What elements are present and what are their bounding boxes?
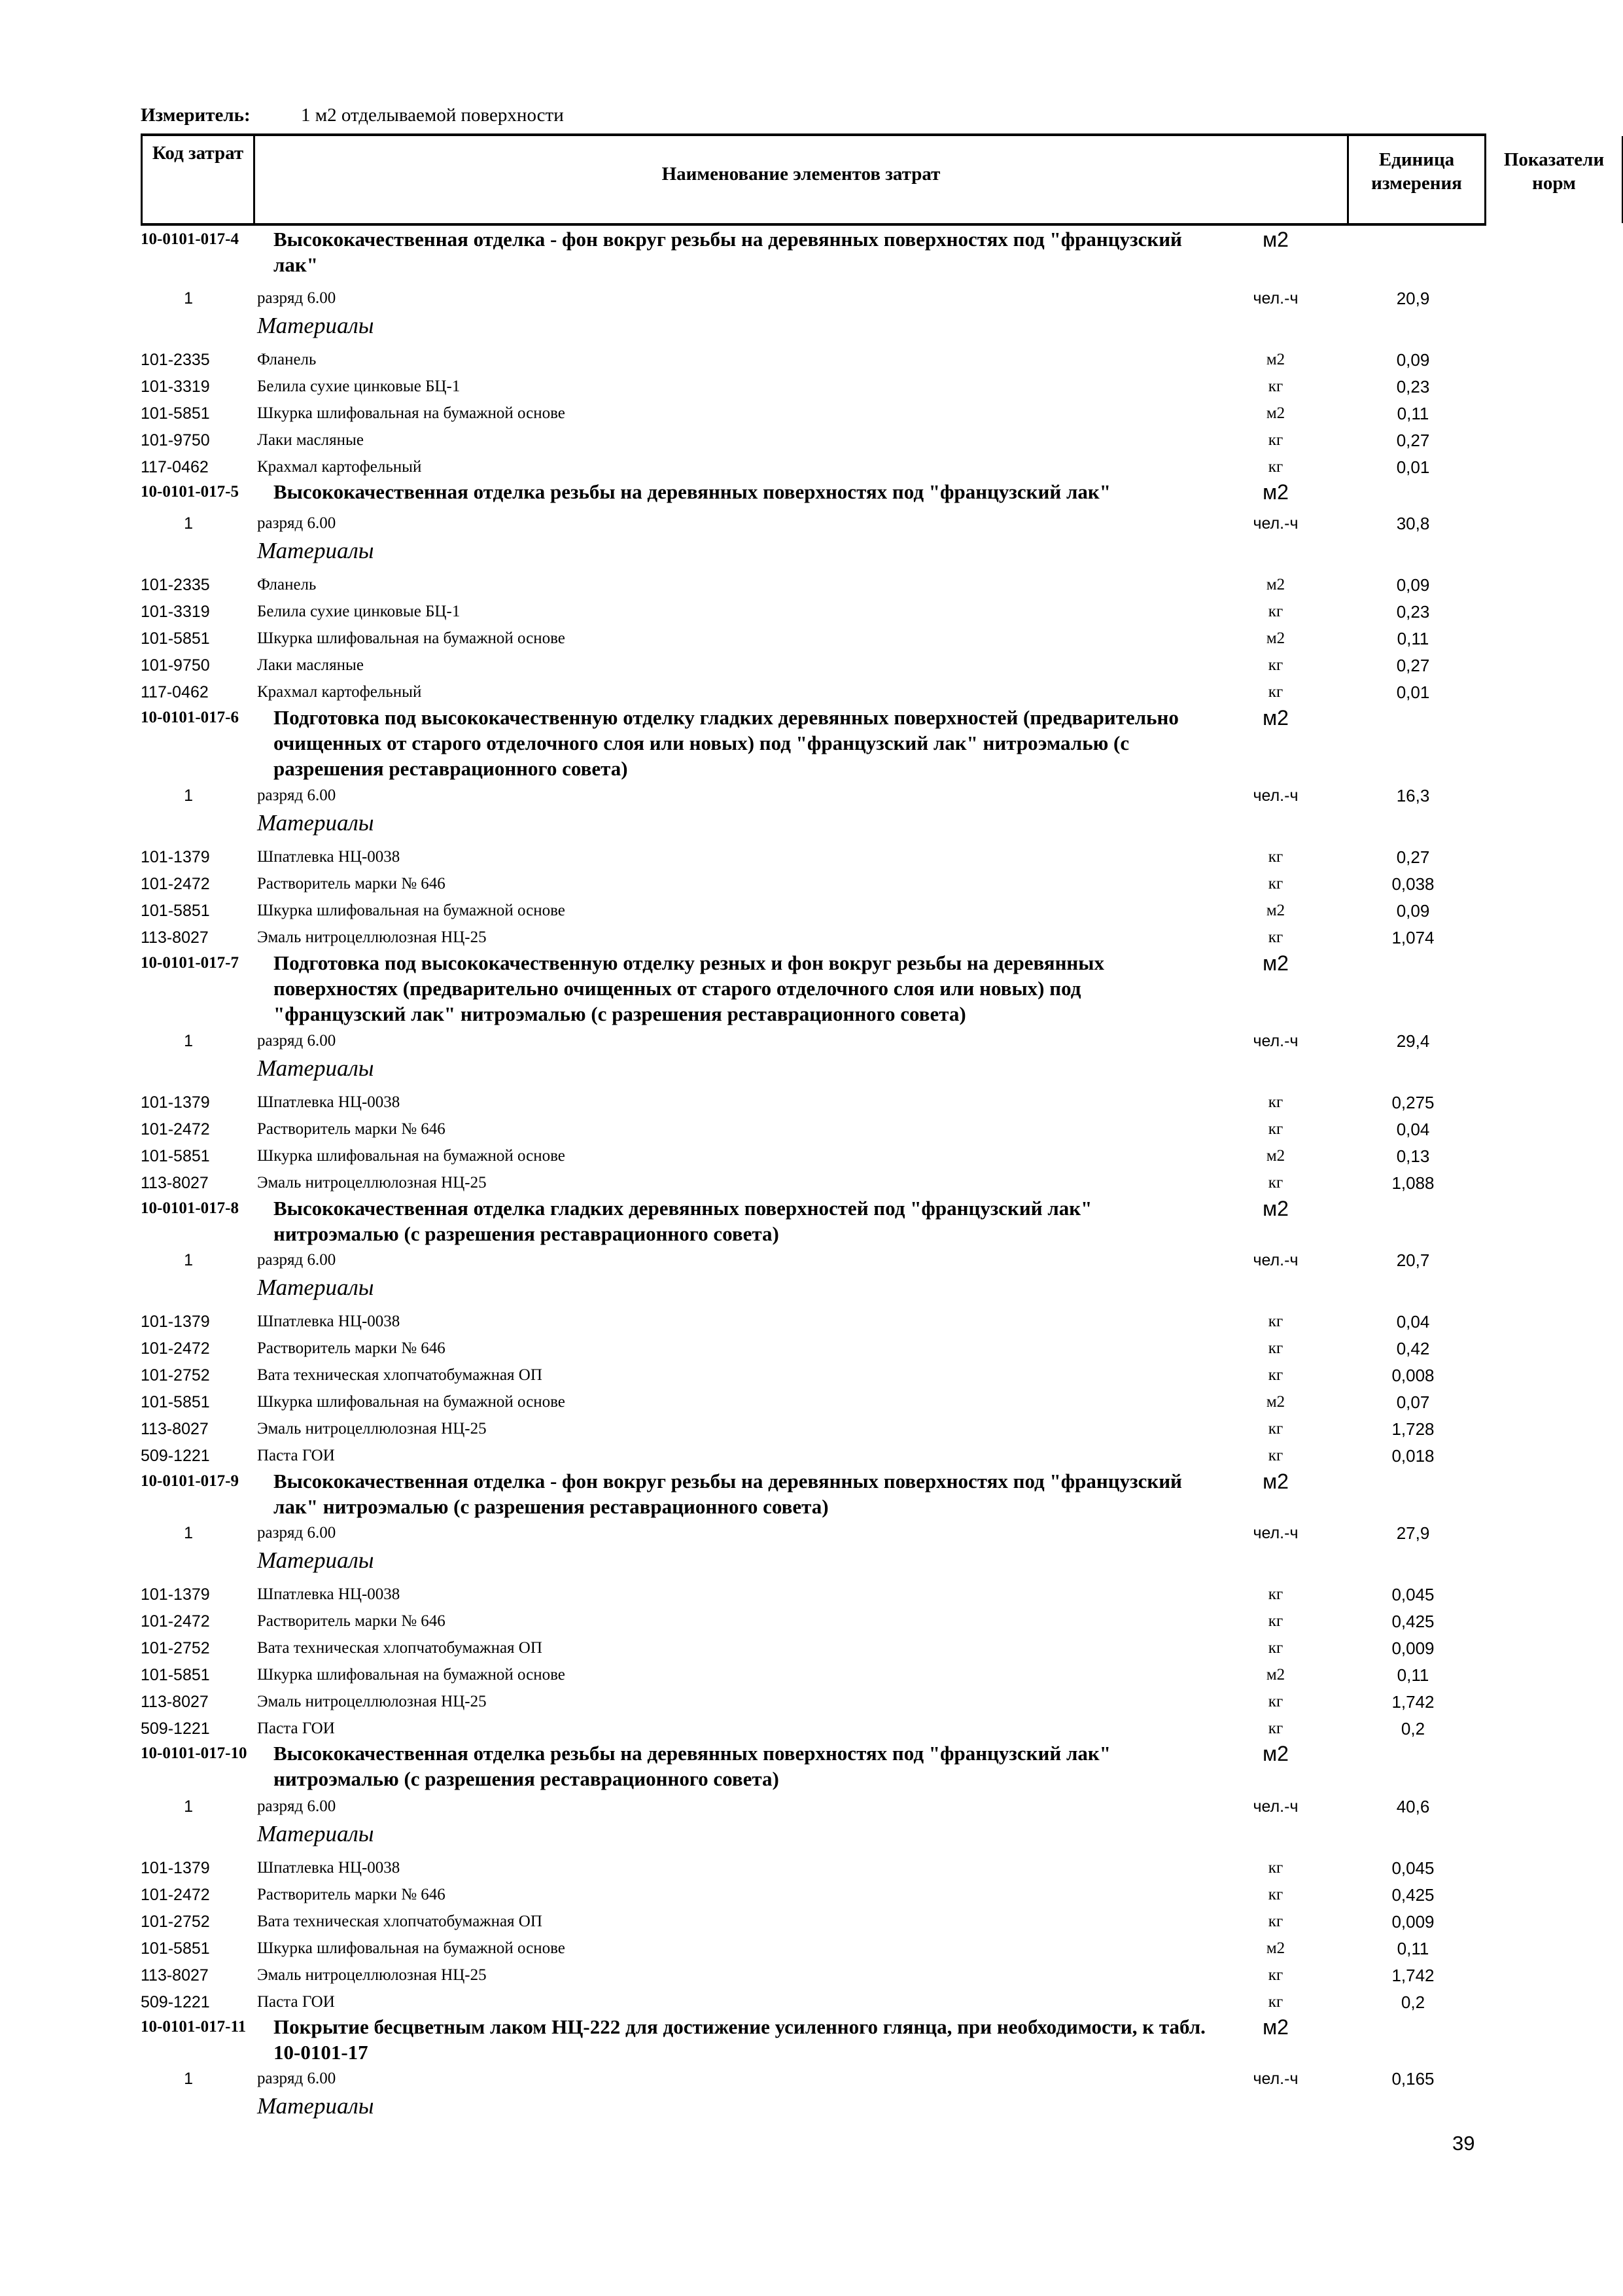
material-name: Лаки масляные (257, 431, 364, 449)
material-unit: кг (1268, 1366, 1283, 1384)
material-code: 101-3319 (141, 378, 210, 396)
material-unit: кг (1268, 431, 1283, 449)
header-code: Код затрат (141, 136, 255, 223)
header-name: Наименование элементов затрат (255, 136, 1349, 223)
material-code: 101-2752 (141, 1366, 210, 1385)
header-norm-line2: норм (1532, 173, 1576, 194)
labor-number: 1 (184, 1032, 193, 1050)
materials-heading: Материалы (257, 2093, 374, 2119)
material-value: 0,018 (1391, 1446, 1435, 1466)
material-unit: кг (1268, 1720, 1283, 1737)
labor-value: 27,9 (1396, 1523, 1430, 1543)
material-value: 0,04 (1396, 1120, 1430, 1139)
material-code: 509-1221 (141, 1447, 210, 1465)
labor-name: разряд 6.00 (257, 786, 336, 804)
material-unit: м2 (1266, 902, 1285, 919)
labor-unit: чел.-ч (1253, 514, 1299, 533)
resource-code: 10-0101-017-9 (141, 1472, 239, 1490)
resource-code: 10-0101-017-10 (141, 1744, 247, 1762)
material-unit: кг (1268, 656, 1283, 674)
material-name: Шпатлевка НЦ-0038 (257, 1859, 400, 1877)
material-name: Вата техническая хлопчатобумажная ОП (257, 1366, 542, 1384)
materials-heading: Материалы (257, 1547, 374, 1573)
labor-name: разряд 6.00 (257, 1797, 336, 1815)
labor-number: 1 (184, 1797, 193, 1816)
material-unit: м2 (1266, 404, 1285, 422)
material-code: 101-2335 (141, 576, 210, 594)
material-value: 0,01 (1396, 682, 1430, 702)
material-value: 1,742 (1391, 1692, 1435, 1712)
labor-unit: чел.-ч (1253, 1032, 1299, 1050)
resource-unit: м2 (1263, 480, 1289, 504)
labor-value: 30,8 (1396, 514, 1430, 533)
header-norm-line1: Показатели (1503, 149, 1605, 170)
material-value: 0,11 (1397, 404, 1429, 423)
resource-unit: м2 (1263, 1197, 1289, 1220)
labor-value: 20,7 (1396, 1250, 1430, 1270)
material-unit: кг (1268, 848, 1283, 866)
material-value: 0,13 (1396, 1146, 1430, 1166)
material-name: Вата техническая хлопчатобумажная ОП (257, 1639, 542, 1657)
material-unit: м2 (1266, 1666, 1285, 1684)
material-value: 1,088 (1391, 1173, 1435, 1193)
material-name: Крахмал картофельный (257, 458, 422, 476)
material-name: Крахмал картофельный (257, 683, 422, 701)
material-value: 0,2 (1401, 1992, 1425, 2012)
material-unit: кг (1268, 603, 1283, 620)
resource-code: 10-0101-017-4 (141, 230, 239, 248)
header-unit-line1: Единица (1378, 149, 1455, 170)
material-name: Шкурка шлифовальная на бумажной основе (257, 1939, 565, 1957)
material-name: Растворитель марки № 646 (257, 1886, 445, 1903)
materials-heading: Материалы (257, 1821, 374, 1846)
labor-name: разряд 6.00 (257, 514, 336, 532)
resource-title: Покрытие бесцветным лаком НЦ-222 для достижение усиленного глянца, при необходимости, к табл. 10-0101-17 (273, 2015, 1206, 2064)
material-code: 509-1221 (141, 1720, 210, 1738)
header-norm (1486, 136, 1623, 223)
material-code: 101-1379 (141, 1313, 210, 1331)
materials-heading: Материалы (257, 810, 374, 836)
material-code: 101-2752 (141, 1913, 210, 1931)
material-name: Шкурка шлифовальная на бумажной основе (257, 404, 565, 422)
material-name: Шкурка шлифовальная на бумажной основе (257, 902, 565, 919)
material-code: 101-2472 (141, 1886, 210, 1904)
material-name: Лаки масляные (257, 656, 364, 674)
resource-unit: м2 (1263, 706, 1289, 730)
material-code: 101-5851 (141, 1147, 210, 1165)
material-name: Паста ГОИ (257, 1720, 335, 1737)
labor-unit: чел.-ч (1253, 1251, 1299, 1269)
material-value: 0,01 (1396, 457, 1430, 477)
material-code: 113-8027 (141, 1174, 209, 1192)
labor-value: 40,6 (1396, 1797, 1430, 1816)
material-unit: кг (1268, 458, 1283, 476)
labor-unit: чел.-ч (1253, 786, 1299, 805)
material-name: Паста ГОИ (257, 1447, 335, 1464)
material-unit: кг (1268, 1585, 1283, 1603)
labor-value: 16,3 (1396, 786, 1430, 805)
labor-number: 1 (184, 514, 193, 533)
material-name: Фланель (257, 576, 317, 593)
material-value: 0,27 (1396, 847, 1430, 867)
material-name: Растворитель марки № 646 (257, 875, 445, 892)
material-code: 113-8027 (141, 1420, 209, 1438)
material-unit: кг (1268, 1913, 1283, 1930)
material-unit: кг (1268, 683, 1283, 701)
resource-unit: м2 (1263, 228, 1289, 251)
material-value: 0,23 (1396, 602, 1430, 622)
material-name: Вата техническая хлопчатобумажная ОП (257, 1913, 542, 1930)
material-value: 0,27 (1396, 656, 1430, 675)
material-name: Фланель (257, 351, 317, 368)
material-code: 101-1379 (141, 1859, 210, 1877)
labor-number: 1 (184, 1251, 193, 1269)
material-code: 117-0462 (141, 458, 209, 476)
material-value: 1,728 (1391, 1419, 1435, 1439)
material-name: Растворитель марки № 646 (257, 1339, 445, 1357)
material-name: Шкурка шлифовальная на бумажной основе (257, 629, 565, 647)
material-code: 101-2472 (141, 1120, 210, 1139)
measure-text: 1 м2 отделываемой поверхности (301, 105, 564, 126)
material-unit: кг (1268, 1859, 1283, 1877)
material-unit: кг (1268, 378, 1283, 395)
material-unit: кг (1268, 875, 1283, 892)
material-code: 113-8027 (141, 1966, 209, 1985)
material-value: 0,009 (1391, 1912, 1435, 1932)
material-unit: кг (1268, 1093, 1283, 1111)
material-code: 101-5851 (141, 404, 210, 423)
resource-code: 10-0101-017-8 (141, 1199, 239, 1217)
material-code: 101-5851 (141, 1666, 210, 1684)
labor-number: 1 (184, 786, 193, 805)
material-code: 101-1379 (141, 1093, 210, 1112)
labor-unit: чел.-ч (1253, 1524, 1299, 1542)
resource-title: Подготовка под высококачественную отделку резных и фон вокруг резьбы на деревянных поверхностях (предварительно очищенных от старого отделочного слоя или новых) под "французский лак" нитроэмалью (с разрешения реставрационного совета) (273, 951, 1105, 1025)
material-name: Эмаль нитроцеллюлозная НЦ-25 (257, 1420, 487, 1438)
labor-number: 1 (184, 1524, 193, 1542)
resource-code: 10-0101-017-5 (141, 483, 239, 501)
material-name: Паста ГОИ (257, 1993, 335, 2011)
material-code: 101-2472 (141, 1339, 210, 1358)
material-value: 0,009 (1391, 1638, 1435, 1658)
material-unit: м2 (1266, 1393, 1285, 1411)
material-name: Шкурка шлифовальная на бумажной основе (257, 1666, 565, 1684)
resource-unit: м2 (1263, 1742, 1289, 1765)
material-code: 101-9750 (141, 431, 210, 450)
material-name: Эмаль нитроцеллюлозная НЦ-25 (257, 1693, 487, 1710)
material-unit: м2 (1266, 351, 1285, 368)
material-name: Белила сухие цинковые БЦ-1 (257, 603, 461, 620)
material-unit: кг (1268, 1120, 1283, 1138)
page-number: 39 (1452, 2132, 1475, 2155)
material-code: 101-1379 (141, 1585, 210, 1604)
material-code: 101-5851 (141, 1939, 210, 1958)
labor-number: 1 (184, 289, 193, 308)
materials-heading: Материалы (257, 1275, 374, 1300)
resource-title: Высококачественная отделка резьбы на деревянных поверхностях под "французский лак" (273, 480, 1111, 503)
materials-heading: Материалы (257, 1055, 374, 1081)
material-value: 0,07 (1396, 1392, 1430, 1412)
material-code: 113-8027 (141, 928, 209, 947)
material-value: 0,425 (1391, 1612, 1435, 1631)
resource-title: Высококачественная отделка резьбы на деревянных поверхностях под "французский лак" нитроэмалью (с разрешения реставрационного совета) (273, 1742, 1111, 1790)
material-unit: м2 (1266, 576, 1285, 593)
material-code: 101-5851 (141, 1393, 210, 1411)
material-code: 101-2472 (141, 1612, 210, 1631)
resource-code: 10-0101-017-7 (141, 954, 239, 972)
labor-name: разряд 6.00 (257, 2070, 336, 2087)
material-unit: кг (1268, 1693, 1283, 1710)
labor-value: 20,9 (1396, 289, 1430, 308)
material-name: Шкурка шлифовальная на бумажной основе (257, 1147, 565, 1165)
material-unit: кг (1268, 1993, 1283, 2011)
table-header (141, 133, 1605, 226)
material-value: 0,045 (1391, 1585, 1435, 1604)
material-code: 101-9750 (141, 656, 210, 675)
material-value: 0,045 (1391, 1858, 1435, 1878)
material-code: 101-5851 (141, 629, 210, 648)
material-unit: кг (1268, 1612, 1283, 1630)
material-code: 101-1379 (141, 848, 210, 866)
resource-code: 10-0101-017-11 (141, 2018, 247, 2036)
material-value: 0,42 (1396, 1339, 1430, 1358)
material-unit: кг (1268, 1174, 1283, 1192)
material-value: 0,27 (1396, 431, 1430, 450)
material-name: Эмаль нитроцеллюлозная НЦ-25 (257, 1966, 487, 1984)
material-name: Эмаль нитроцеллюлозная НЦ-25 (257, 928, 487, 946)
material-value: 0,2 (1401, 1719, 1425, 1739)
material-value: 0,09 (1396, 350, 1430, 370)
material-name: Шпатлевка НЦ-0038 (257, 1093, 400, 1111)
material-value: 0,275 (1391, 1093, 1435, 1112)
materials-heading: Материалы (257, 538, 374, 563)
material-value: 0,038 (1391, 874, 1435, 894)
material-value: 0,11 (1397, 1665, 1429, 1685)
material-unit: кг (1268, 1966, 1283, 1984)
resource-title: Высококачественная отделка гладких деревянных поверхностей под "французский лак" нитроэмалью (с разрешения реставрационного совета) (273, 1197, 1092, 1245)
material-value: 0,23 (1396, 377, 1430, 397)
material-unit: кг (1268, 1639, 1283, 1657)
labor-unit: чел.-ч (1253, 1797, 1299, 1816)
material-name: Шкурка шлифовальная на бумажной основе (257, 1393, 565, 1411)
material-unit: кг (1268, 1313, 1283, 1330)
material-name: Шпатлевка НЦ-0038 (257, 1585, 400, 1603)
resource-unit: м2 (1263, 2015, 1289, 2039)
measure-line (141, 105, 564, 126)
resource-code: 10-0101-017-6 (141, 709, 239, 726)
measure-label: Измеритель: (141, 105, 251, 126)
resource-unit: м2 (1263, 1470, 1289, 1493)
resource-unit: м2 (1263, 951, 1289, 975)
material-code: 509-1221 (141, 1993, 210, 2011)
material-unit: кг (1268, 928, 1283, 946)
header-unit-line2: измерения (1371, 173, 1462, 194)
labor-unit: чел.-ч (1253, 2070, 1299, 2088)
material-value: 0,04 (1396, 1312, 1430, 1332)
materials-heading: Материалы (257, 313, 374, 338)
material-code: 101-2752 (141, 1639, 210, 1657)
material-code: 101-2472 (141, 875, 210, 893)
material-code: 113-8027 (141, 1693, 209, 1711)
material-value: 0,11 (1397, 629, 1429, 648)
material-name: Растворитель марки № 646 (257, 1612, 445, 1630)
material-code: 101-3319 (141, 603, 210, 621)
resource-title: Подготовка под высококачественную отделку гладких деревянных поверхностей (предварительно очищенных от старого отделочного слоя или новых) под "французский лак" нитроэмалью (с разрешения реставрационного совета) (273, 706, 1179, 780)
header-unit (1349, 136, 1486, 223)
material-unit: м2 (1266, 1939, 1285, 1957)
resource-title: Высококачественная отделка - фон вокруг резьбы на деревянных поверхностях под "французский лак" (273, 228, 1182, 276)
material-value: 0,09 (1396, 575, 1430, 595)
labor-value: 29,4 (1396, 1031, 1430, 1051)
material-value: 0,11 (1397, 1939, 1429, 1958)
labor-name: разряд 6.00 (257, 1524, 336, 1542)
resource-title: Высококачественная отделка - фон вокруг резьбы на деревянных поверхностях под "французский лак" нитроэмалью (с разрешения реставрационного совета) (273, 1470, 1182, 1518)
material-name: Шпатлевка НЦ-0038 (257, 1313, 400, 1330)
labor-name: разряд 6.00 (257, 289, 336, 307)
material-code: 101-2335 (141, 351, 210, 369)
material-name: Шпатлевка НЦ-0038 (257, 848, 400, 866)
material-value: 1,742 (1391, 1966, 1435, 1985)
material-value: 1,074 (1391, 928, 1435, 947)
material-unit: кг (1268, 1447, 1283, 1464)
material-unit: м2 (1266, 629, 1285, 647)
material-value: 0,425 (1391, 1885, 1435, 1905)
material-value: 0,008 (1391, 1366, 1435, 1385)
material-unit: кг (1268, 1339, 1283, 1357)
material-code: 117-0462 (141, 683, 209, 701)
labor-number: 1 (184, 2070, 193, 2088)
material-unit: м2 (1266, 1147, 1285, 1165)
labor-unit: чел.-ч (1253, 289, 1299, 308)
material-unit: кг (1268, 1420, 1283, 1438)
material-unit: кг (1268, 1886, 1283, 1903)
material-code: 101-5851 (141, 902, 210, 920)
material-name: Белила сухие цинковые БЦ-1 (257, 378, 461, 395)
labor-name: разряд 6.00 (257, 1251, 336, 1269)
material-value: 0,09 (1396, 901, 1430, 921)
material-name: Эмаль нитроцеллюлозная НЦ-25 (257, 1174, 487, 1192)
material-name: Растворитель марки № 646 (257, 1120, 445, 1138)
labor-name: разряд 6.00 (257, 1032, 336, 1050)
labor-value: 0,165 (1391, 2069, 1435, 2089)
